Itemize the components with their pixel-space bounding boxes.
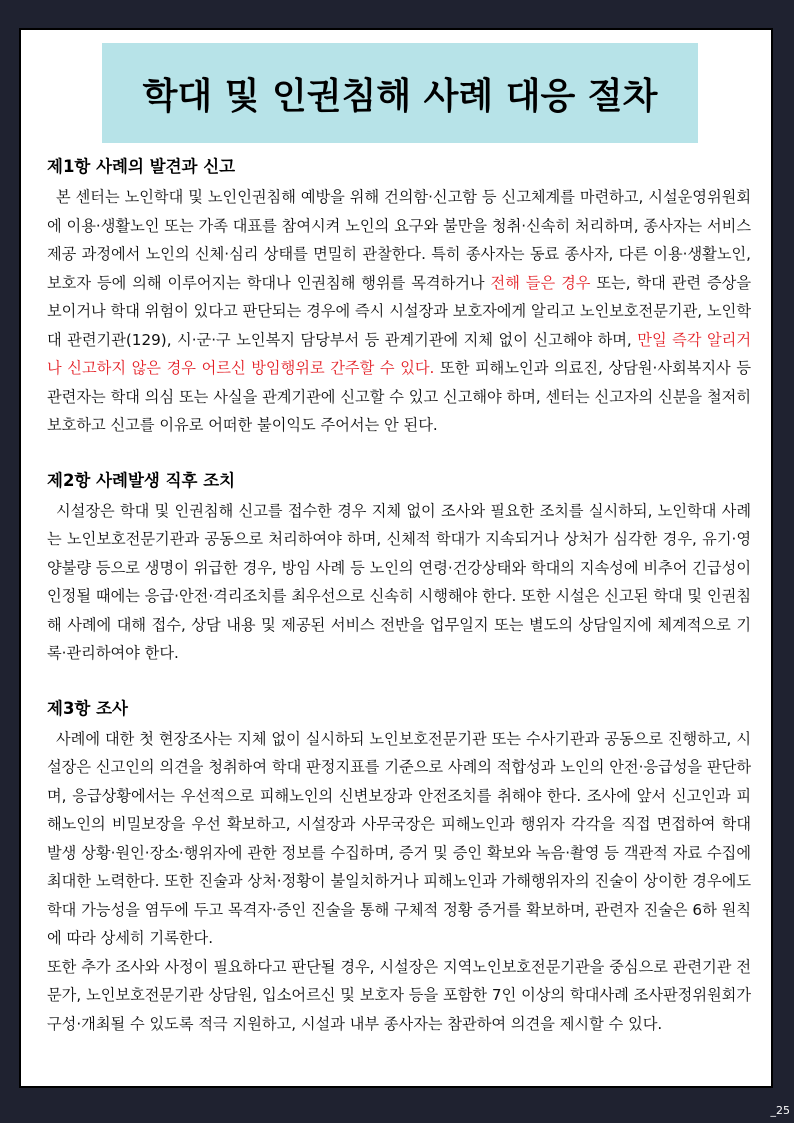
- section-1: [47, 152, 751, 440]
- section-3-paragraph-1: 사례에 대한 첫 현장조사는 지체 없이 실시하되 노인보호전문기관 또는 수사기관과 공동으로 진행하고, 시설장은 신고인의 의견을 청취하여 학대 판정지표를 기준으로 사례의 적합성과 노인의 안전·응급성을 판단하며, 응급상황에서는 우선적으로 피해노인의 신변보장과 안전조치를 취해야 한다. 조사에 앞서 신고인과 피해노인의 비밀보장을 우선 확보하고, 시설장과 사무국장은 피해노인과 행위자 각각을 직접 면접하여 학대 발생 상황·원인·장소·행위자에 관한 정보를 수집하며, 증거 및 증인 확보와 녹음·촬영 등 객관적 자료 수집에 최대한 노력한다. 또한 진술과 상처·정황이 불일치하거나 피해노인과 가해행위자의 진술이 상이한 경우에도 학대 가능성을 염두에 두고 목격자·증인 진술을 통해 구체적 정황 증거를 확보하며, 관련자 진술은 6하 원칙에 따라 상세히 기록한다.: [47, 729, 751, 947]
- section-3: [47, 694, 751, 1039]
- document-body: [47, 152, 751, 1038]
- section-1-highlight-1: 전해 들은 경우: [490, 273, 591, 292]
- section-3-heading: 제3항 조사: [47, 698, 128, 718]
- section-1-text-part-2: 또는, 학대 관련 증상을 보이거나 학대 위험이 있다고 판단되는 경우에 즉시 시설장과 보호자에게 알리고 노인보호전문기관, 노인학대 관련기관(129), 시·군·구 노인복지 담당부서 등 관계기관에 지체 없이 신고해야 하며,: [47, 273, 751, 349]
- section-1-paragraph: [47, 183, 751, 440]
- section-1-heading: 제1항 사례의 발견과 신고: [47, 157, 236, 176]
- section-1-text-part-3: 또한 피해노인과 의료진, 상담원·사회복지사 등 관련자는 학대 의심 또는 사실을 관계기관에 신고할 수 있고 신고해야 하며, 센터는 신고자의 신분을 철저히 보호하고 신고를 이유로 어떠한 불이익도 주어서는 안 된다.: [47, 359, 751, 434]
- section-2-heading: 제2항 사례발생 직후 조치: [47, 470, 236, 490]
- section-2-paragraph: 시설장은 학대 및 인권침해 신고를 접수한 경우 지체 없이 조사와 필요한 조치를 실시하되, 노인학대 사례는 노인보호전문기관과 공동으로 처리하여야 하며, 신체적 학대가 지속되거나 상처가 심각한 경우, 유기·영양불량 등으로 생명이 위급한 경우, 방임 사례 등 노인의 연령·건강상태와 학대의 지속성에 비추어 긴급성이 인정될 때에는 응급·안전·격리조치를 최우선으로 신속히 시행해야 한다. 또한 시설은 신고된 학대 및 인권침해 사례에 대해 접수, 상담 내용 및 제공된 서비스 전반을 업무일지 또는 별도의 상담일지에 체계적으로 기록·관리하여야 한다.: [47, 501, 751, 662]
- section-1-highlight-2: 만일 즉각 알리거나 신고하지 않은 경우 어르신 방임행위로 간주할 수 있다.: [47, 330, 752, 377]
- section-3-paragraph-2: 또한 추가 조사와 사정이 필요하다고 판단될 경우, 시설장은 지역노인보호전문기관을 중심으로 관련기관 전문가, 노인보호전문기관 상담원, 입소어르신 및 보호자 등을 포함한 7인 이상의 학대사례 조사판정위원회가 구성·개최될 수 있도록 적극 지원하고, 시설과 내부 종사자는 참관하여 의견을 제시할 수 있다.: [47, 957, 751, 1033]
- section-1-text-part-1: 본 센터는 노인학대 및 노인인권침해 예방을 위해 건의함·신고함 등 신고체계를 마련하고, 시설운영위원회에 이용·생활노인 또는 가족 대표를 참여시켜 노인의 요구와 불만을 청취·신속히 처리하며, 종사자는 서비스 제공 과정에서 노인의 신체·심리 상태를 면밀히 관찰한다. 특히 종사자는 동료 종사자, 다른 이용·생활노인, 보호자 등에 의해 이루어지는 학대나 인권침해 행위를 목격하거나: [47, 188, 751, 292]
- page-number: _25: [770, 1104, 790, 1117]
- document-page: [19, 28, 773, 1088]
- section-2: [47, 466, 751, 668]
- title-banner: [102, 43, 698, 143]
- page-title: 학대 및 인권침해 사례 대응 절차: [142, 75, 658, 117]
